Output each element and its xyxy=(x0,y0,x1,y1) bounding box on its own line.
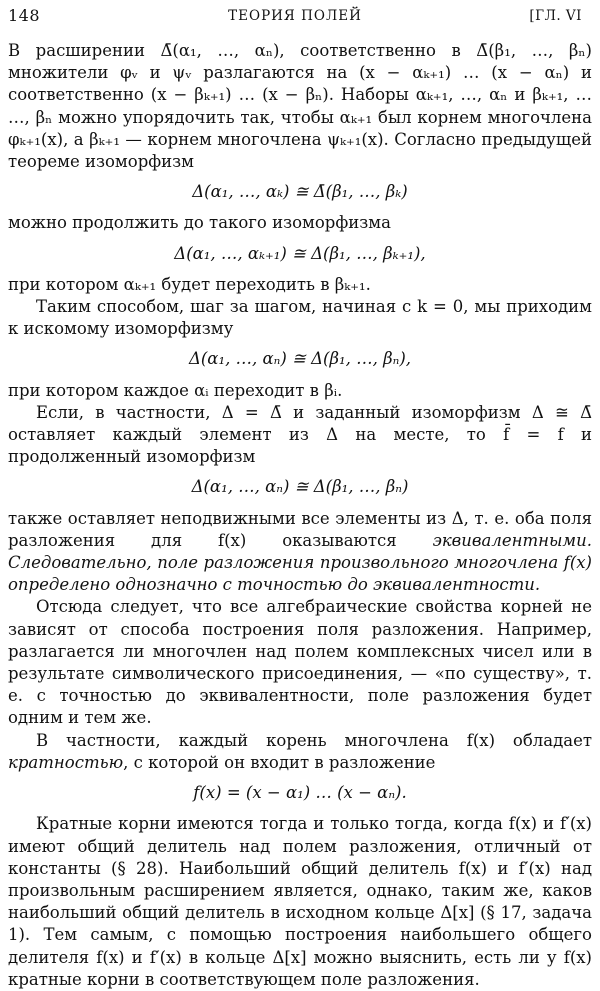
formula-1: Δ(α₁, …, αₖ) ≅ Δ̄(β₁, …, βₖ) xyxy=(192,182,408,202)
paragraph-7 xyxy=(8,508,592,597)
running-title: ТЕОРИЯ ПОЛЕЙ xyxy=(228,8,362,24)
multiplicity-term: кратностью xyxy=(8,752,124,772)
paragraph-7-italic: эквивалентными. Следовательно, поле разложения произвольного многочлена f(x) определено однозначно с точностью до эквивалентности. xyxy=(8,530,592,595)
paragraph-5: при котором каждое αᵢ переходит в βᵢ. xyxy=(8,380,343,400)
page-header xyxy=(8,6,582,28)
formula-2: Δ(α₁, …, αₖ₊₁) ≅ Δ(β₁, …, βₖ₊₁), xyxy=(174,243,426,263)
formula-4: Δ(α₁, …, αₙ) ≅ Δ(β₁, …, βₙ) xyxy=(191,477,409,497)
paragraph-9-start: В частности, каждый корень многочлена f(x) обладает xyxy=(36,730,592,750)
paragraph-6: Если, в частности, Δ = Δ̄ и заданный изоморфизм Δ ≅ Δ̄ оставляет каждый элемент из Δ на месте, то f̄ = f и продолженный изоморфизм xyxy=(8,402,592,467)
paragraph-9-end: , с которой он входит в разложение xyxy=(123,752,436,772)
formula-5: f(x) = (x − α₁) … (x − αₙ). xyxy=(193,783,407,803)
formula-3: Δ(α₁, …, αₙ) ≅ Δ(β₁, …, βₙ), xyxy=(188,349,412,369)
paragraph-9 xyxy=(8,730,592,774)
page-number: 148 xyxy=(8,6,41,25)
paragraph-2: можно продолжить до такого изоморфизма xyxy=(8,213,391,233)
paragraph-4: Таким способом, шаг за шагом, начиная с k = 0, мы приходим к искомому изоморфизму xyxy=(8,297,592,339)
chapter-label: [ГЛ. VI xyxy=(529,8,582,24)
paragraph-8: Отсюда следует, что все алгебраические свойства корней не зависят от способа построения поля разложения. Например, разлагается ли многочлен над полем комплексных чисел или в результате символического присоединения, — «по существу», т. е. с точностью до эквивалентности, поле разложения будет одним и тем же. xyxy=(8,597,592,728)
paragraph-3: при котором αₖ₊₁ будет переходить в βₖ₊₁. xyxy=(8,274,371,294)
paragraph-7-plain: также оставляет неподвижными все элементы из Δ, т. е. оба поля разложения для f(x) оказываются xyxy=(8,508,592,550)
page-body xyxy=(8,40,592,991)
paragraph-10: Кратные корни имеются тогда и только тогда, когда f(x) и f′(x) имеют общий делитель над полем разложения, отличный от константы (§ 28). Наибольший общий делитель f(x) и f′(x) над произвольным расширением является, однако, таким же, каков наибольший общий делитель в исходном кольце Δ[x] (§ 17, задача 1). Тем самым, с помощью построения наибольшего общего делителя f(x) и f′(x) в кольце Δ[x] можно выяснить, есть ли у f(x) кратные корни в соответствующем поле разложения. xyxy=(8,814,592,989)
paragraph-1: В расширении Δ̄(α₁, …, αₙ), соответственно в Δ̄(β₁, …, βₙ) множители φᵥ и ψᵥ разлагаются на (x − αₖ₊₁) … (x − αₙ) и соответственно (x − βₖ₊₁) … (x − βₙ). Наборы αₖ₊₁, …, αₙ и βₖ₊₁, … …, βₙ можно упорядочить так, чтобы αₖ₊₁ был корнем многочлена φₖ₊₁(x), а βₖ₊₁ — корнем многочлена ψₖ₊₁(x). Согласно предыдущей теореме изоморфизм xyxy=(8,41,592,172)
